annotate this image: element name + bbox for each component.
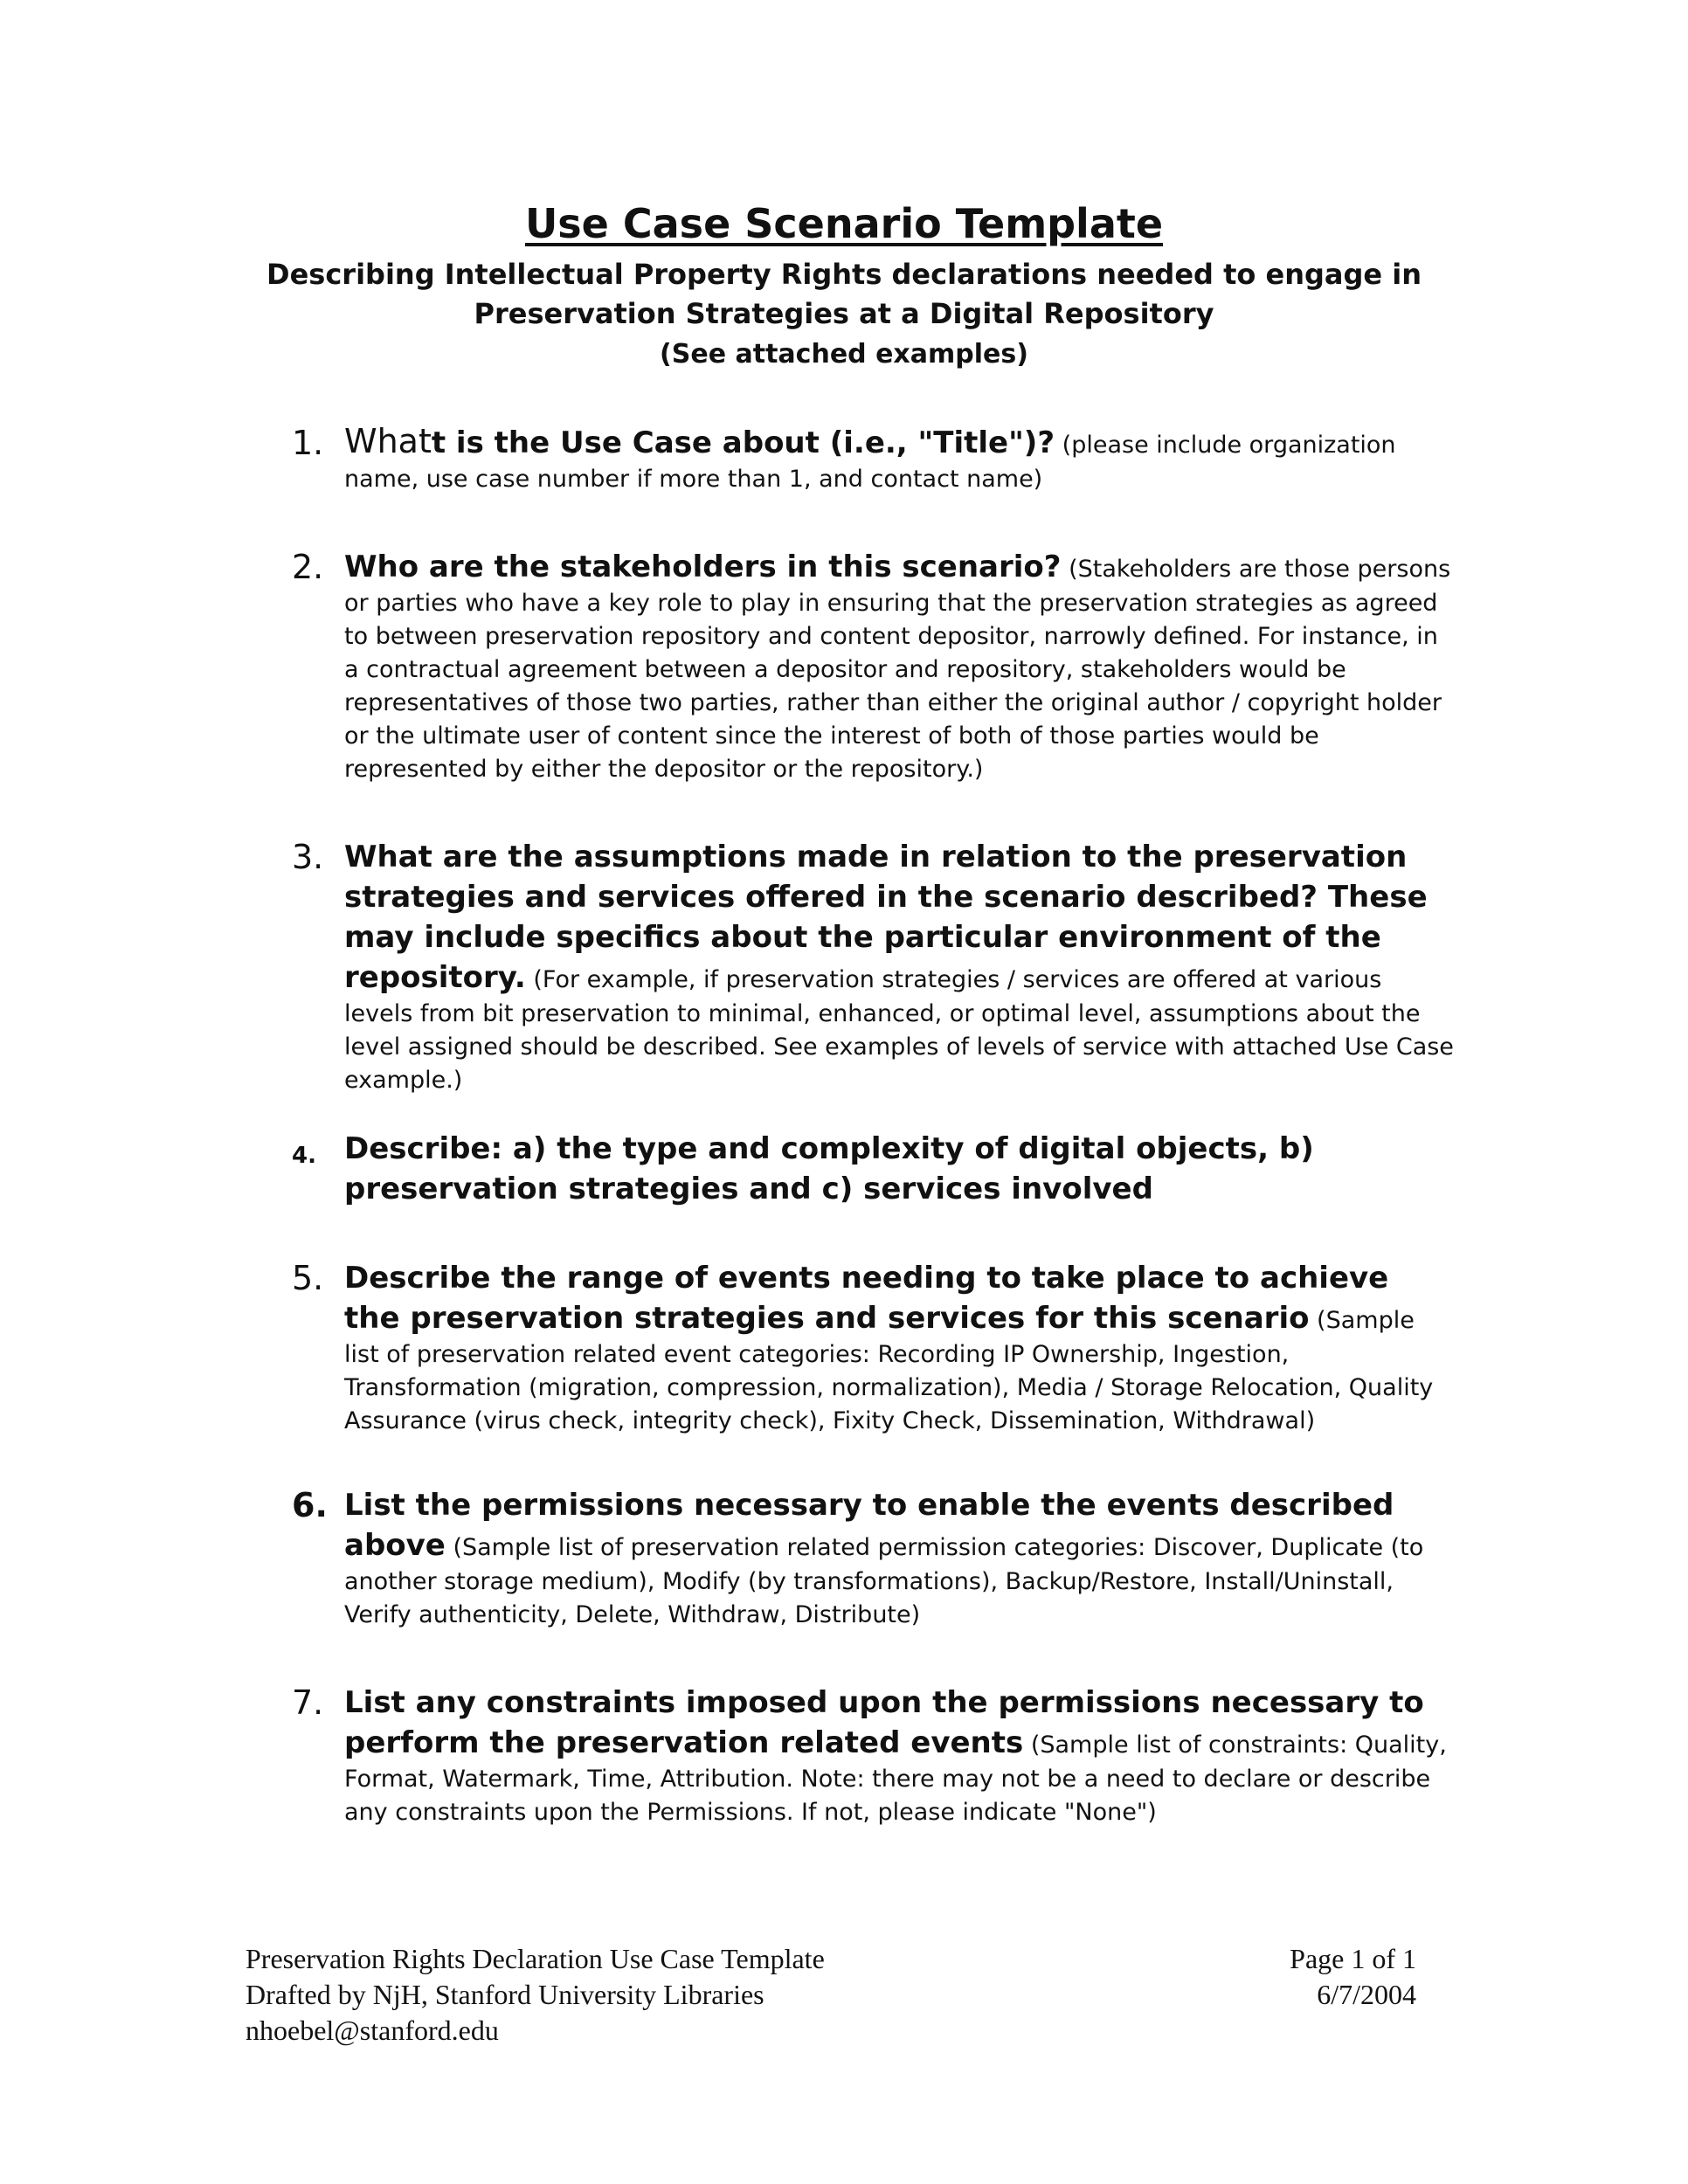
item-question: Describe: a) the type and complexity of digital objects, b) preservation strategies and c) services involved <box>344 1131 1314 1206</box>
list-item-4 <box>292 1129 1454 1209</box>
list-item-2 <box>292 547 1454 786</box>
footer-right <box>1290 1941 1416 2013</box>
item-number: 5. <box>292 1259 324 1297</box>
item-description: (Sample list of preservation related event categories: Recording IP Ownership, Ingestion, Transformation (migration, compression, normalization), Media / Storage Relocation, Quality Assurance (virus check, integrity check), Fixity Check, Dissemination, Withdrawal) <box>344 1307 1434 1434</box>
list-item-7 <box>292 1683 1454 1829</box>
document-subtitle: Describing Intellectual Property Rights declarations needed to engage in Preservation Strategies at a Digital Repository <box>266 258 1422 330</box>
item-question-lead: What <box>344 422 432 460</box>
footer-page-number: Page 1 of 1 <box>1290 1943 1416 1974</box>
item-body <box>344 547 1454 786</box>
item-number: 1. <box>292 424 324 462</box>
item-number: 7. <box>292 1683 324 1722</box>
footer-left <box>246 1941 825 2049</box>
item-body <box>344 1258 1454 1438</box>
item-question: List the permissions necessary to enable the events described above <box>344 1488 1394 1563</box>
item-body <box>344 1485 1454 1632</box>
footer-date: 6/7/2004 <box>1317 1979 1416 2010</box>
item-description: (please include organization name, use case number if more than 1, and contact name) <box>344 432 1396 493</box>
item-description: (Sample list of constraints: Quality, Format, Watermark, Time, Attribution. Note: there may not be a need to declare or describe any constraints upon the Permissions. If not, please indicate "None") <box>344 1731 1447 1826</box>
footer-author: Drafted by NjH, Stanford University Libraries <box>246 1979 764 2010</box>
item-description: (Stakeholders are those persons or parties who have a key role to play in ensuring that the preservation strategies as agreed to between preservation repository and content depositor, narrowly defined. For instance, in a contractual agreement between a depositor and repository, stakeholders would be representatives of those two parties, rather than either the original author / copyright holder or the ultimate user of content since the interest of both of those parties would be represented by either the depositor or the repository.) <box>344 556 1451 783</box>
item-description: (For example, if preservation strategies / services are offered at various levels from bit preservation to minimal, enhanced, or optimal level, assumptions about the level assigned should be described. See examples of levels of service with attached Use Case example.) <box>344 966 1454 1094</box>
footer-email: nhoebel@stanford.edu <box>246 2015 499 2046</box>
list-item-3 <box>292 837 1454 1097</box>
item-question: What are the assumptions made in relation to the preservation strategies and services offered in the scenario described? These may include specifics about the particular environment of the repository. <box>344 840 1428 995</box>
item-body <box>344 837 1454 1097</box>
item-number: 2. <box>292 548 324 586</box>
document-header <box>0 199 1688 372</box>
item-number: 4. <box>292 1143 316 1169</box>
item-number: 6. <box>292 1486 328 1524</box>
item-number: 3. <box>292 838 324 876</box>
item-description: (Sample list of preservation related permission categories: Discover, Duplicate (to another storage medium), Modify (by transformations), Backup/Restore, Install/Uninstall, Verify authenticity, Delete, Withdraw, Distribute) <box>344 1534 1424 1628</box>
list-item-5 <box>292 1258 1454 1438</box>
item-question: Describe the range of events needing to take place to achieve the preservation strategies and services for this scenario <box>344 1261 1389 1336</box>
footer-template-name: Preservation Rights Declaration Use Case Template <box>246 1943 825 1974</box>
document-title: Use Case Scenario Template <box>524 200 1164 247</box>
list-item-6 <box>292 1485 1454 1632</box>
list-item-1 <box>292 423 1454 496</box>
item-body <box>344 423 1454 496</box>
document-note: (See attached examples) <box>660 339 1028 370</box>
item-body <box>344 1683 1454 1829</box>
item-body <box>344 1129 1454 1209</box>
item-question: List any constraints imposed upon the permissions necessary to perform the preservation related events <box>344 1685 1424 1760</box>
item-question: t is the Use Case about (i.e., "Title")? <box>431 425 1055 460</box>
item-question: Who are the stakeholders in this scenario? <box>344 549 1062 584</box>
